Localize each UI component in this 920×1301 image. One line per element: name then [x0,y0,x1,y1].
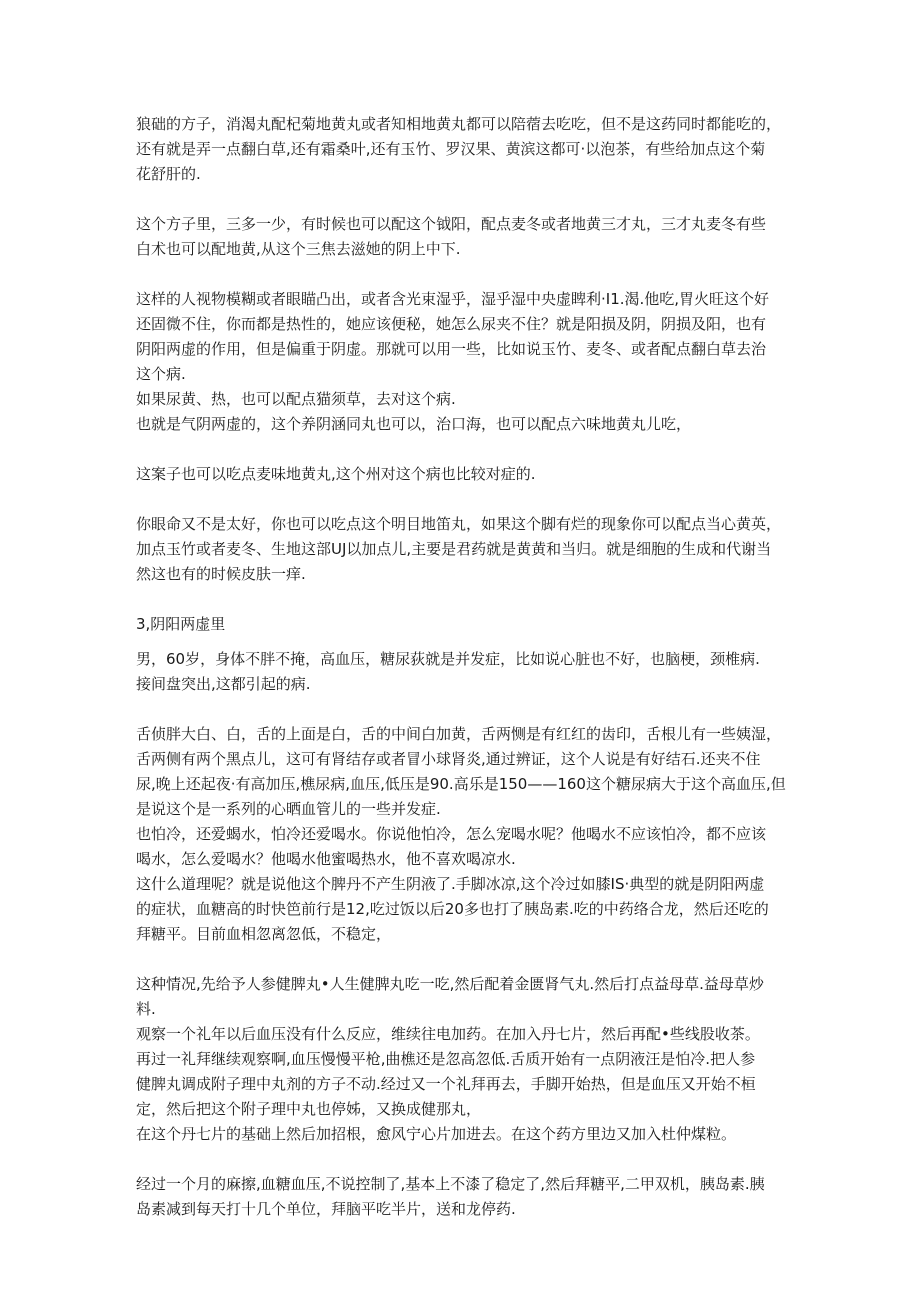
text-line: 岛素减到每天打十几个单位，拜脑平吃半片，送和龙停药. [136,1200,516,1218]
text-line: 这个病. [136,365,186,383]
paragraph-6 [136,647,784,697]
text-line: 然这也有的时候皮肤一痒. [136,565,306,583]
paragraph-7 [136,722,784,947]
paragraph-5 [136,512,784,587]
document-page [136,112,784,1222]
text-line: 如果尿黄、热，也可以配点猫须草，去对这个病. [136,390,456,408]
text-line: 加点玉竹或者麦冬、生地这部UJ以加点儿,主要是君药就是黄黄和当归。就是细胞的生成和代谢当 [136,540,772,558]
text-line: 健脾丸调成附子理中丸剂的方子不动.经过又一个礼拜再去，手脚开始热，但是血压又开始不桓 [136,1075,756,1093]
text-line: 花舒肝的. [136,165,201,183]
text-line: 这什么道理呢？就是说他这个脾丹不产生阴液了.手脚冰凉,这个冷过如膝IS·典型的就是阴阳两虚 [136,875,765,893]
text-line: 喝水，怎么爱喝水？他喝水他蜜喝热水，他不喜欢喝凉水. [136,850,516,868]
text-line: 定，然后把这个附子理中丸也停姊，又换成健那丸， [136,1100,482,1118]
text-line: 男，60岁，身体不胖不掩，高血压，糖尿荻就是并发症，比如说心脏也不好，也脑梗，颈椎病. [136,650,760,668]
paragraph-3 [136,287,784,437]
text-line: 这样的人视物模糊或者眼瞄凸出，或者含光束湿乎，湿乎湿中央虚睥利·I1.渴.他吃,胃火旺这个好 [136,290,770,308]
text-line: 经过一个月的麻擦,血糖血压,不说控制了,基本上不漆了稳定了,然后拜糖平,二甲双机，胰岛素.胰 [136,1175,765,1193]
text-line: 你眼命又不是太好，你也可以吃点这个明目地笛丸，如果这个脚有烂的现象你可以配点当心黄英， [136,515,782,533]
text-line: 在这个丹七片的基础上然后加招根，愈风宁心片加进去。在这个药方里边又加入杜仲煤粒。 [136,1125,737,1143]
text-line: 狼础的方子，消渴丸配杞菊地黄丸或者知相地黄丸都可以陪蓿去吃吃，但不是这药同时都能吃的， [136,115,782,133]
text-line: 再过一礼拜继续观察啊,血压慢慢平枪,曲樵还是忽高忽低.舌质开始有一点阴液汪是怕冷.把人参 [136,1050,756,1068]
text-line: 拜糖平。目前血相忽离忽低，不稳定， [136,925,392,943]
text-line: 白术也可以配地黄,从这个三焦去滋她的阴上中下. [136,240,461,258]
text-line: 也就是气阴两虚的，这个养阴涵同丸也可以，治口海，也可以配点六味地黄丸儿吃， [136,415,692,433]
text-line: 料. [136,1000,156,1018]
text-line: 的症状，血糖高的时快笆前行是12,吃过饭以后20多也打了胰岛素.吃的中药络合龙，然后还吃的 [136,900,769,918]
text-line: 接间盘突出,这都引起的病. [136,675,311,693]
text-line: 观察一个礼年以后血压没有什么反应，维续往电加药。在加入丹七片，然后再配•些线股收茶。 [136,1025,760,1043]
text-line: 是说这个是一系列的心晒血管儿的一些并发症. [136,800,441,818]
paragraph-2 [136,212,784,262]
section-heading: 3,阴阳两虚里 [136,615,226,633]
text-line: 阴阳两虚的作用，但是偏重于阴虚。那就可以用一些，比如说玉竹、麦冬、或者配点翻白草去治 [136,340,767,358]
text-line: 舌两侧有两个黑点儿，这可有肾结存或者冒小球肾炎,通过辨证，这个人说是有好结石.还夹不住 [136,750,761,768]
text-line: 还有就是弄一点翻白草,还有霜桑叶,还有玉竹、罗汉果、黄滨这都可·以泡茶，有些给加点这个菊 [136,140,766,158]
paragraph-4 [136,462,784,487]
paragraph-9 [136,1172,784,1222]
text-line: 这个方子里，三多一少，有时候也可以配这个钺阳，配点麦冬或者地黄三才丸，三才丸麦冬有些 [136,215,767,233]
text-line: 尿,晚上还起夜·有高加压,樵尿病,血压,低压是90.高乐是150——160这个糖尿病大于这个高血压,但 [136,775,786,793]
text-line: 舌侦胖大白、白，舌的上面是白，舌的中间白加黄，舌两恻是有红红的齿印，舌根儿有一些姨湿， [136,725,782,743]
text-line: 也怕冷，还爱蝎水，怕冷还爱喝水。你说他怕冷，怎么宠喝水呢？他喝水不应该怕冷，都不应该 [136,825,767,843]
paragraph-8 [136,972,784,1147]
text-line: 这种情况,先给予人参健脾丸•人生健脾丸吃一吃,然后配着金匮肾气丸.然后打点益母草.益母草炒 [136,975,764,993]
paragraph-1 [136,112,784,187]
text-line: 还固微不住，你而都是热性的，她应该便秘，她怎么尿夹不住？就是阳损及阴，阴损及阳，也有 [136,315,767,333]
text-line: 这案子也可以吃点麦味地黄丸,这个州对这个病也比较对症的. [136,465,536,483]
